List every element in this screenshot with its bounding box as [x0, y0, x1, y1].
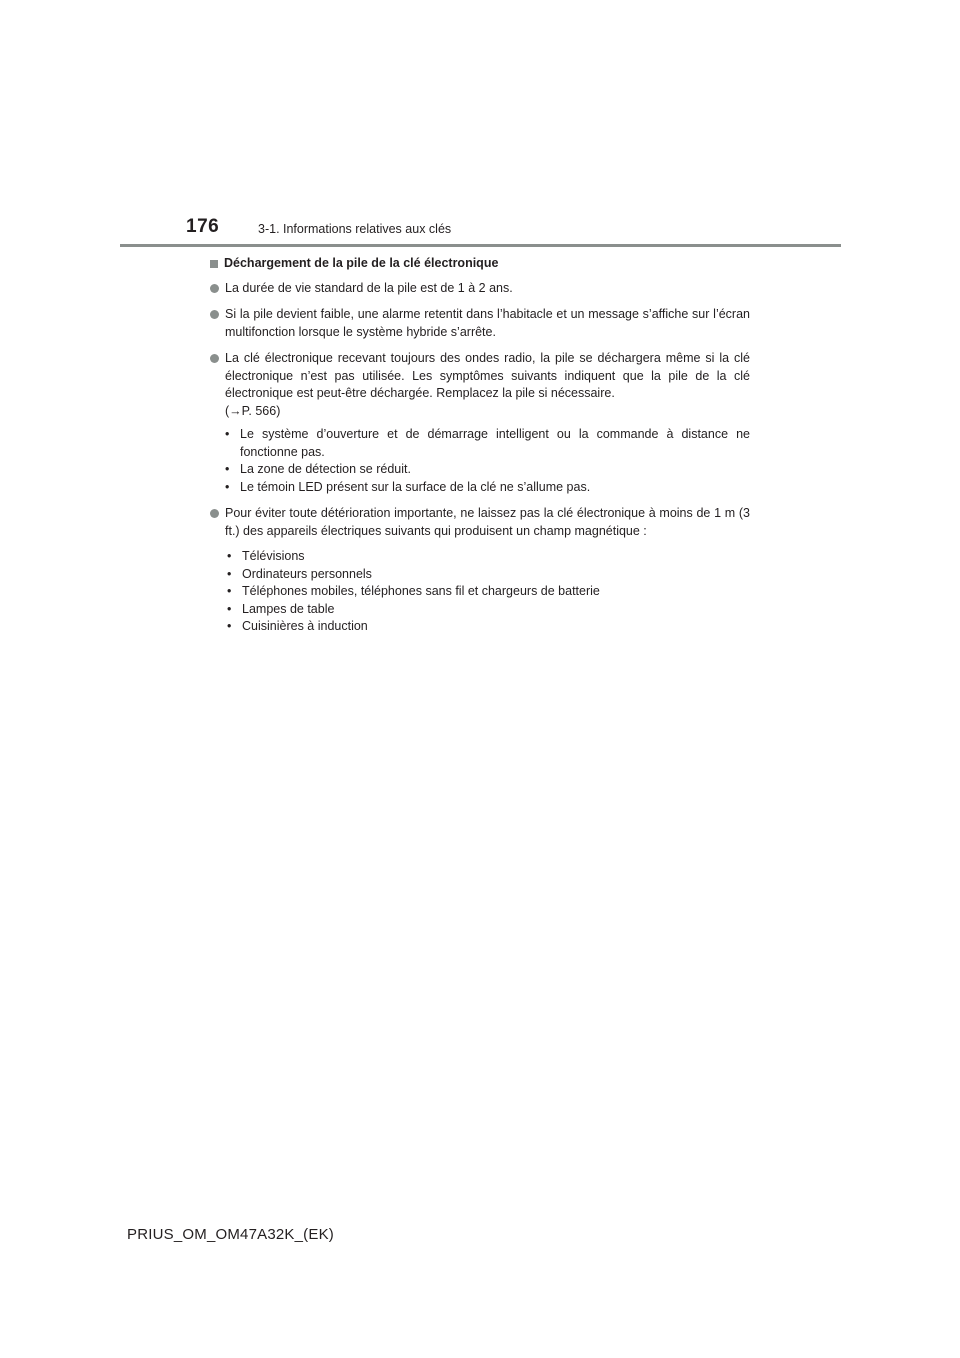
section-title: 3-1. Informations relatives aux clés — [258, 222, 452, 236]
sub-list-text: Ordinateurs personnels — [242, 566, 372, 581]
dot-bullet: • — [227, 601, 232, 616]
list-item — [210, 306, 750, 341]
circle-bullet-icon — [210, 284, 219, 293]
sub-list-text: Cuisinières à induction — [242, 619, 368, 633]
subheading-text: Déchargement de la pile de la clé électronique — [224, 256, 499, 270]
dot-bullet: • — [225, 479, 230, 494]
dot-bullet: • — [227, 549, 232, 563]
list-item-text: La durée de vie standard de la pile est de 1 à 2 ans. — [225, 280, 513, 295]
square-bullet-icon — [210, 260, 218, 268]
dot-bullet: • — [225, 427, 230, 441]
dot-bullet: • — [227, 584, 232, 598]
sub-list-text: Le témoin LED présent sur la surface de la clé ne s’allume pas. — [240, 479, 591, 494]
list-item — [210, 280, 750, 298]
content — [210, 255, 750, 636]
sub-list-text: Téléphones mobiles, téléphones sans fil et chargeurs de batterie — [242, 584, 600, 598]
subheading — [210, 255, 750, 273]
header-rule — [120, 244, 841, 247]
sub-list-item — [227, 618, 750, 636]
circle-bullet-icon — [210, 509, 219, 518]
sub-list-item — [225, 479, 750, 497]
sub-list-text: La zone de détection se réduit. — [240, 462, 411, 476]
list-item-text: Si la pile devient faible, une alarme retentit dans l’habitacle et un message s’affiche sur l’écran multifonction lorsque le système hybride s’arrête. — [225, 307, 750, 339]
document-code-footer: PRIUS_OM_OM47A32K_(EK) — [127, 1226, 334, 1243]
list-item-text: Pour éviter toute détérioration importante, ne laissez pas la clé électronique à moins de 1 m (3 ft.) des appareils électriques suivants qui produisent un champ magnétique : — [225, 506, 750, 538]
sub-list-item — [225, 461, 750, 479]
list-item-body — [225, 350, 750, 496]
appliance-list — [227, 548, 750, 636]
list-item — [210, 505, 750, 540]
sub-list-item — [225, 426, 750, 461]
page-reference: (→P. 566) — [225, 403, 281, 418]
sub-list-item — [227, 601, 750, 619]
sub-list-text: Le système d’ouverture et de démarrage intelligent ou la commande à distance ne fonctionne pas. — [240, 427, 750, 459]
dot-bullet: • — [227, 619, 232, 633]
sub-list-item — [227, 548, 750, 566]
circle-bullet-icon — [210, 310, 219, 319]
dot-bullet: • — [225, 462, 230, 476]
list-item-text: La clé électronique recevant toujours des ondes radio, la pile se déchargera même si la clé électronique n’est pas utilisée. Les symptômes suivants indiquent que la pile de la clé électronique est peut-être déchargée. Remplacez la pile si nécessaire. — [225, 351, 750, 400]
dot-bullet: • — [227, 566, 232, 581]
sub-list-text: Lampes de table — [242, 601, 335, 616]
sub-list-item — [227, 583, 750, 601]
page-number: 176 — [186, 216, 220, 237]
circle-bullet-icon — [210, 354, 219, 363]
list-item — [210, 350, 750, 496]
sub-list-text: Télévisions — [242, 549, 305, 563]
sub-list-item — [227, 566, 750, 584]
symptom-list — [225, 426, 750, 496]
